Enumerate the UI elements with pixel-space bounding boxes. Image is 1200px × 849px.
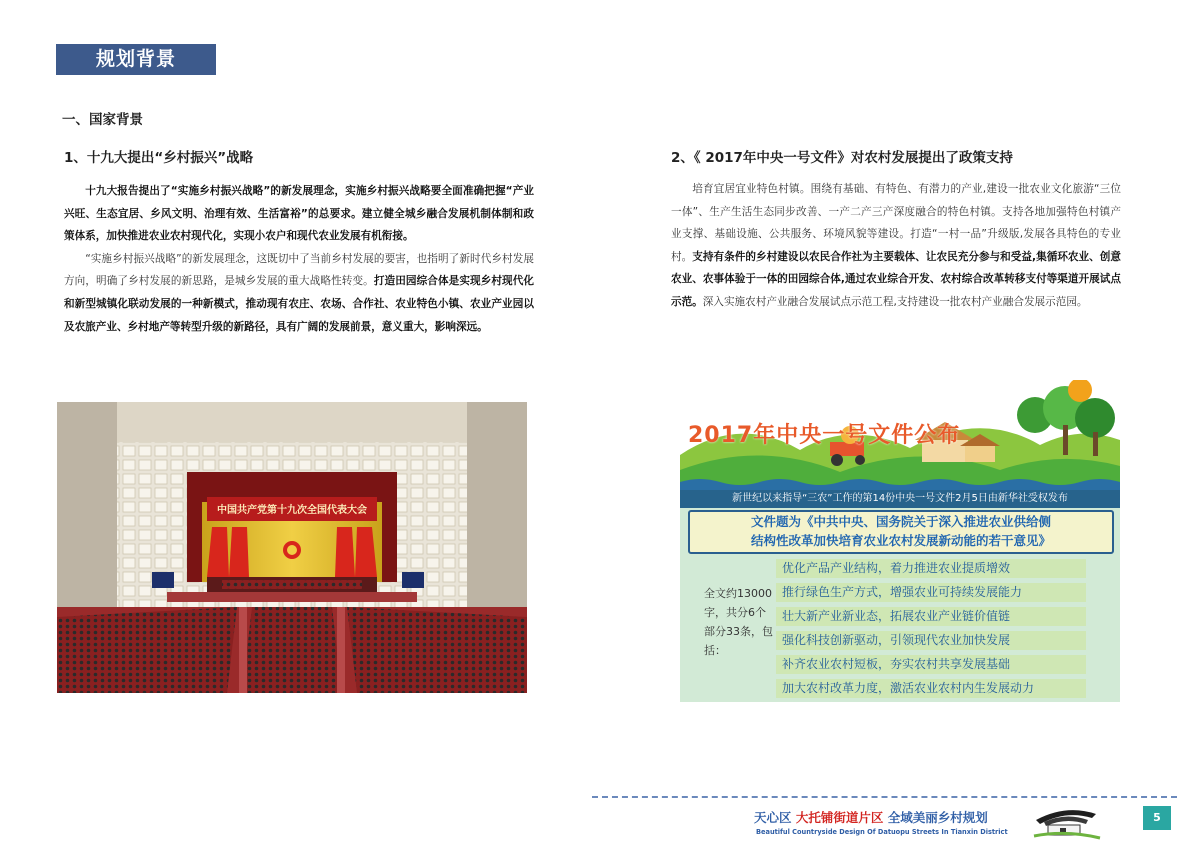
infographic-title: 2017年中央一号文件公布 xyxy=(688,423,961,448)
policy-item: 补齐农业农村短板，夯实农村共享发展基础 xyxy=(776,655,1086,674)
infographic-document-title-box xyxy=(688,510,1114,554)
document-title-line-1: 文件题为《中共中央、国务院关于深入推进农业供给侧 xyxy=(750,514,1051,529)
right-paragraph: 培育宜居宜业特色村镇。围绕有基础、有特色、有潜力的产业,建设一批农业文化旅游“三位一体”、生产生活生态同步改善、一产二产三产深度融合的特色村镇。支持各地加强特色村镇产业支撑、基础设施、公共服务、环境风貌等建设。打造“一村一品”升级版,发展各具特色的专业村。支持有条件的乡村建设以农民合作社为主要载体、让农民充分参与和受益,集循环农业、创意农业、农事体验于一体的田园综合体,通过农业综合开发、农村综合改革转移支付等渠道开展试点示范。深入实施农村产业融合发展试点示范工程,支持建设一批农村产业融合发展示范园。 xyxy=(671,183,1122,308)
left-paragraph-1: 十九大报告提出了“实施乡村振兴战略”的新发展理念，实施乡村振兴战略要全面准确把握“产业兴旺、生态宜居、乡风文明、治理有效、生活富裕”的总要求。建立健全城乡融合发展机制体制和政策体系，加快推进农业农村现代化，实现小农户和现代农业发展有机衔接。 xyxy=(64,185,534,243)
congress-hall-photo xyxy=(57,402,527,693)
heading-national-background: 一、国家背景 xyxy=(62,112,143,128)
policy-item: 优化产品产业结构，着力推进农业提质增效 xyxy=(776,559,1086,578)
footer-title: 天心区 大托铺街道片区 全域美丽乡村规划 xyxy=(754,810,988,825)
right-text-block xyxy=(671,178,1121,314)
section-tag: 规划背景 xyxy=(56,44,216,75)
infographic-banner: 新世纪以来指导“三农”工作的第14份中央一号文件2月5日由新华社受权发布 xyxy=(680,490,1120,508)
congress-banner-text: 中国共产党第十九次全国代表大会 xyxy=(217,505,367,516)
right-heading: 2、《 2017年中央一号文件》对农村发展提出了政策支持 xyxy=(671,150,1013,166)
footer-subtitle: Beautiful Countryside Design Of Datuopu Streets In Tianxin District xyxy=(756,828,1008,836)
left-heading: 1、十九大提出“乡村振兴”战略 xyxy=(64,150,254,166)
policy-infographic xyxy=(680,380,1120,702)
policy-item: 壮大新产业新业态，拓展农业产业链价值链 xyxy=(776,607,1086,626)
left-paragraph-2: “实施乡村振兴战略”的新发展理念，这既切中了当前乡村发展的要害，也指明了新时代乡村发展方向，明确了乡村发展的新思路，是城乡发展的重大战略性转变。打造田园综合体是实现乡村现代化和新型城镇化联动发展的一种新模式，推动现有农庄、农场、合作社、农业特色小镇、农业产业园以及农旅产业、乡村地产等转型升级的新路径，具有广阔的发展前景，意义重大，影响深远。 xyxy=(64,252,535,333)
policy-item: 加大农村改革力度，激活农业农村内生发展动力 xyxy=(776,679,1086,698)
page-number: 5 xyxy=(1143,806,1171,830)
policy-item: 推行绿色生产方式，增强农业可持续发展能力 xyxy=(776,583,1086,602)
policy-item: 强化科技创新驱动，引领现代农业加快发展 xyxy=(776,631,1086,650)
left-text-block xyxy=(64,180,534,338)
document-title-line-2: 结构性改革加快培育农业农村发展新动能的若干意见》 xyxy=(750,533,1051,548)
village-logo-icon xyxy=(1030,800,1102,842)
infographic-summary-text: 全文约13000字，共分6个部分33条，包括： xyxy=(704,587,773,657)
congress-hall-illustration xyxy=(57,402,527,693)
footer-divider xyxy=(592,796,1177,798)
